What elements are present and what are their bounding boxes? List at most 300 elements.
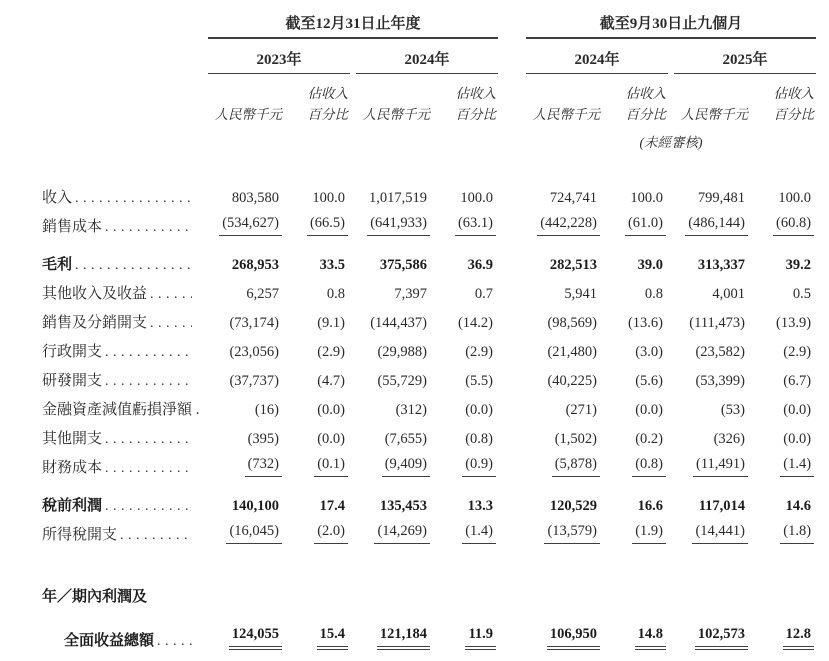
- value-cell: [208, 364, 284, 393]
- value-cell: [526, 364, 602, 393]
- value: (23,056): [229, 343, 279, 360]
- value-cell: [674, 480, 750, 518]
- value-cell: [526, 181, 602, 210]
- value-cell: [608, 306, 668, 335]
- value: (271): [565, 401, 598, 418]
- value-cell: [208, 518, 284, 547]
- blank-cell: [208, 128, 498, 181]
- value: (9.1): [317, 314, 345, 331]
- dot-leader: [120, 527, 192, 544]
- value-cell: [208, 451, 284, 480]
- stub-blank: [42, 39, 202, 74]
- column-label-percent: 佔收入 百分比: [455, 86, 497, 122]
- value-cell: [290, 518, 350, 547]
- row-label-cell: [42, 239, 202, 277]
- year-header-9m-2025: 2025年: [674, 39, 816, 74]
- value-cell: [756, 364, 816, 393]
- value: (2.9): [317, 343, 345, 360]
- value: (1.8): [780, 523, 814, 544]
- value-cell: [438, 239, 498, 277]
- section-gap: [504, 10, 520, 39]
- value-cell: [356, 451, 432, 480]
- value: 135,453: [379, 497, 427, 514]
- value: (0.0): [465, 401, 494, 418]
- value: (9,409): [382, 456, 430, 477]
- row-label: 研發開支: [42, 372, 103, 389]
- value: (442,228): [537, 215, 600, 236]
- value: (61.0): [625, 215, 666, 236]
- section-gap: [504, 609, 520, 653]
- value: 120,529: [549, 497, 598, 514]
- dot-leader: [75, 257, 192, 274]
- value-cell: [526, 393, 602, 422]
- value: 140,100: [231, 497, 279, 514]
- row-label-cell: [42, 210, 202, 239]
- value: (1,502): [554, 430, 598, 447]
- value: (0.0): [317, 401, 345, 418]
- section-gap: [504, 451, 520, 480]
- value-cell: [608, 239, 668, 277]
- value-cell: [438, 306, 498, 335]
- value: (1.4): [780, 456, 814, 477]
- value: (0.8): [465, 430, 494, 447]
- value-cell: [290, 306, 350, 335]
- value: (53): [720, 401, 746, 418]
- value-cell: [756, 306, 816, 335]
- value: 4,001: [712, 285, 746, 302]
- value-cell: [356, 239, 432, 277]
- value: (40,225): [547, 372, 598, 389]
- value-cell: [208, 210, 284, 239]
- value: (5.6): [635, 372, 664, 389]
- row-label-cell: [42, 422, 202, 451]
- value: (21,480): [547, 343, 598, 360]
- value: (486,144): [685, 215, 748, 236]
- income-statement-table: [36, 10, 822, 653]
- value: 268,953: [231, 256, 279, 273]
- value-cell: [208, 609, 284, 653]
- value: (0.0): [317, 430, 345, 447]
- value: (16,045): [226, 523, 282, 544]
- value: 6,257: [246, 285, 279, 302]
- table-row: [42, 364, 816, 393]
- value-cell: [674, 210, 750, 239]
- value-cell: [608, 422, 668, 451]
- value-cell: [526, 451, 602, 480]
- value-cell: [290, 181, 350, 210]
- value-cell: [356, 609, 432, 653]
- value-cell: [208, 181, 284, 210]
- value-cell: [674, 239, 750, 277]
- value-cell: [208, 335, 284, 364]
- dot-leader: [105, 460, 192, 477]
- value: 375,586: [379, 256, 427, 273]
- value-cell: [208, 422, 284, 451]
- value: (641,933): [367, 215, 430, 236]
- column-label-amount: 人民幣千元: [362, 106, 430, 122]
- table-body: [42, 181, 816, 653]
- value-cell: [608, 335, 668, 364]
- value: (312): [395, 401, 427, 418]
- section-gap: [504, 306, 520, 335]
- row-label: 所得稅開支: [42, 526, 118, 543]
- column-label-percent: 佔收入 百分比: [773, 86, 815, 122]
- value-cell: [356, 480, 432, 518]
- value-cell: [674, 181, 750, 210]
- value: 124,055: [229, 626, 282, 650]
- value-cell: [290, 210, 350, 239]
- value: (111,473): [689, 314, 746, 331]
- row-label-cell: [42, 335, 202, 364]
- value: 16.6: [637, 497, 664, 514]
- dot-leader: [105, 219, 192, 236]
- value-cell: [526, 335, 602, 364]
- table-row: [42, 480, 816, 518]
- row-label: 銷售及分銷開支: [42, 314, 148, 331]
- table-row: [42, 239, 816, 277]
- value: (1.4): [462, 523, 496, 544]
- table-row: [42, 518, 816, 547]
- value-cell: [290, 422, 350, 451]
- value-cell: [208, 393, 284, 422]
- row-label: 其他開支: [42, 430, 103, 447]
- value: (144,437): [370, 314, 427, 331]
- value: 117,014: [698, 497, 746, 514]
- value: (60.8): [773, 215, 814, 236]
- section-gap: [504, 239, 520, 277]
- value-cell: [356, 364, 432, 393]
- value: 7,397: [394, 285, 427, 302]
- value-cell: [208, 277, 284, 306]
- value: 39.2: [785, 256, 812, 273]
- value-cell: [674, 393, 750, 422]
- value: (37,737): [229, 372, 279, 389]
- table-row: [42, 422, 816, 451]
- value-cell: [674, 335, 750, 364]
- row-label: 金融資產減值虧損淨額 .: [42, 401, 200, 418]
- value-cell: [756, 277, 816, 306]
- value: (14.2): [457, 314, 494, 331]
- value-cell: [526, 518, 602, 547]
- value-cell: [438, 181, 498, 210]
- value-cell: [438, 393, 498, 422]
- value-cell: [608, 518, 668, 547]
- value-cell: [290, 393, 350, 422]
- value: 12.8: [783, 626, 814, 650]
- row-label-cell: [42, 393, 202, 422]
- value-cell: [608, 277, 668, 306]
- stub-blank: [42, 74, 202, 128]
- value-cell: [526, 277, 602, 306]
- value-cell: [608, 451, 668, 480]
- value: (0.9): [462, 456, 496, 477]
- unaudited-note-row: [42, 128, 816, 181]
- value: (395): [247, 430, 279, 447]
- dot-leader: [150, 286, 192, 303]
- value: (13.9): [775, 314, 812, 331]
- period-section-row: [42, 10, 816, 39]
- value: 0.8: [326, 285, 345, 302]
- value-cell: [674, 422, 750, 451]
- value: (2.9): [465, 343, 494, 360]
- value: 100.0: [778, 189, 812, 206]
- row-label: 行政開支: [42, 343, 103, 360]
- value: 15.4: [317, 626, 348, 650]
- table-row: [42, 609, 816, 653]
- value-cell: [290, 277, 350, 306]
- value: (5,878): [552, 456, 600, 477]
- value-cell: [608, 364, 668, 393]
- value: 803,580: [231, 189, 279, 206]
- value: 33.5: [319, 256, 345, 273]
- value-cell: [356, 210, 432, 239]
- value-cell: [208, 306, 284, 335]
- value-cell: [438, 210, 498, 239]
- section-gap: [504, 335, 520, 364]
- section-gap: [504, 39, 520, 74]
- table-row: [42, 393, 816, 422]
- value: 0.7: [474, 285, 494, 302]
- value-cell: [438, 451, 498, 480]
- section-gap: [504, 480, 520, 518]
- value: (2.9): [783, 343, 812, 360]
- section-gap: [504, 393, 520, 422]
- section-gap: [504, 210, 520, 239]
- value: (55,729): [377, 372, 427, 389]
- value-cell: [526, 306, 602, 335]
- value-cell: [438, 422, 498, 451]
- value: 14.6: [785, 497, 812, 514]
- value: 5,941: [564, 285, 598, 302]
- value: 102,573: [695, 626, 748, 650]
- row-label: 全面收益總額: [64, 632, 155, 649]
- row-label: 銷售成本: [42, 218, 103, 235]
- section-title-nine-months: 截至9月30日止九個月: [526, 10, 816, 39]
- row-label-cell: [42, 518, 202, 547]
- value: (23,582): [695, 343, 746, 360]
- year-row: [42, 39, 816, 74]
- column-label-amount: 人民幣千元: [532, 106, 601, 122]
- value-cell: [526, 480, 602, 518]
- value: 106,950: [547, 626, 600, 650]
- value-cell: [356, 393, 432, 422]
- row-label-cell: [42, 451, 202, 480]
- value: (5.5): [465, 372, 494, 389]
- value: (6.7): [783, 372, 812, 389]
- value-cell: [756, 335, 816, 364]
- value-cell: [674, 609, 750, 653]
- value-cell: [756, 609, 816, 653]
- section-gap: [504, 74, 520, 128]
- year-header-2023: 2023年: [208, 39, 350, 74]
- value-cell: [526, 239, 602, 277]
- value: (13,579): [544, 523, 600, 544]
- value: (29,988): [377, 343, 427, 360]
- value-cell: [756, 422, 816, 451]
- row-label-cell: [42, 547, 202, 609]
- value: 36.9: [467, 256, 494, 273]
- value-cell: [674, 451, 750, 480]
- value: (63.1): [455, 215, 496, 236]
- value: 17.4: [319, 497, 345, 514]
- stub-blank: [42, 10, 202, 39]
- unaudited-note: (未經審核): [639, 134, 703, 150]
- value: (0.0): [783, 401, 812, 418]
- value-cell: [438, 518, 498, 547]
- dot-leader: [105, 498, 192, 515]
- value: (2.0): [314, 523, 348, 544]
- section-gap: [504, 364, 520, 393]
- value-cell: [608, 210, 668, 239]
- row-label: 收入: [42, 189, 73, 206]
- section-gap: [504, 181, 520, 210]
- value-cell: [290, 239, 350, 277]
- value: 799,481: [697, 189, 746, 206]
- value: 14.8: [635, 626, 666, 650]
- column-label-row: [42, 74, 816, 128]
- year-header-2024: 2024年: [356, 39, 498, 74]
- row-label: 財務成本: [42, 459, 103, 476]
- column-label-percent: 佔收入 百分比: [307, 86, 348, 122]
- table-row: [42, 451, 816, 480]
- value: (3.0): [635, 343, 664, 360]
- value-cell: [756, 181, 816, 210]
- value: 0.5: [792, 285, 812, 302]
- value-cell: [756, 480, 816, 518]
- section-gap: [504, 518, 520, 547]
- dot-leader: [105, 431, 192, 448]
- value-cell: [290, 364, 350, 393]
- value: (0.0): [635, 401, 664, 418]
- value: (0.2): [635, 430, 664, 447]
- value: (13.6): [627, 314, 664, 331]
- value: 313,337: [697, 256, 746, 273]
- value-cell: [356, 306, 432, 335]
- section-gap: [504, 422, 520, 451]
- value-cell: [290, 609, 350, 653]
- value-cell: [438, 609, 498, 653]
- column-label-amount: 人民幣千元: [680, 106, 749, 122]
- table-row: [42, 210, 816, 239]
- value-cell: [356, 277, 432, 306]
- value-cell: [290, 451, 350, 480]
- value-cell: [608, 181, 668, 210]
- value-cell: [756, 451, 816, 480]
- value: (14,269): [374, 523, 430, 544]
- value-cell: [356, 181, 432, 210]
- value: (326): [713, 430, 746, 447]
- value: 100.0: [460, 189, 494, 206]
- value-cell: [356, 335, 432, 364]
- row-label-cell: [42, 306, 202, 335]
- table-header: [42, 10, 816, 181]
- value: (732): [245, 456, 282, 477]
- value: 11.9: [465, 626, 496, 650]
- value-cell: [526, 422, 602, 451]
- row-label: 毛利: [42, 256, 73, 273]
- value-cell: [526, 609, 602, 653]
- value: (0.0): [783, 430, 812, 447]
- value-cell: [608, 393, 668, 422]
- value: (53,399): [695, 372, 746, 389]
- stub-blank: [42, 128, 202, 181]
- value: 13.3: [467, 497, 494, 514]
- value-cell: [208, 239, 284, 277]
- value: (534,627): [219, 215, 282, 236]
- value: (14,441): [692, 523, 748, 544]
- dot-leader: [105, 373, 192, 390]
- value: 100.0: [630, 189, 664, 206]
- section-gap: [504, 128, 520, 181]
- table-row: [42, 306, 816, 335]
- value: 282,513: [549, 256, 598, 273]
- value-cell: [356, 422, 432, 451]
- section-gap: [504, 277, 520, 306]
- row-label: 其他收入及收益: [42, 285, 148, 302]
- value: (7,655): [384, 430, 427, 447]
- table-row: [42, 547, 816, 609]
- table-row: [42, 181, 816, 210]
- section-title-annual: 截至12月31日止年度: [208, 10, 498, 39]
- value-cell: [290, 335, 350, 364]
- row-label: 稅前利潤: [42, 497, 103, 514]
- value-cell: [674, 306, 750, 335]
- value-cell: [438, 364, 498, 393]
- row-label-cell: [42, 181, 202, 210]
- value-cell: [208, 480, 284, 518]
- value-cell: [756, 239, 816, 277]
- value: (1.9): [632, 523, 666, 544]
- column-label-amount: 人民幣千元: [214, 106, 282, 122]
- value: 724,741: [549, 189, 598, 206]
- dot-leader: [157, 633, 192, 650]
- value: (73,174): [229, 314, 279, 331]
- value-cell: [756, 393, 816, 422]
- value: 1,017,519: [369, 189, 427, 206]
- value: (0.1): [314, 456, 348, 477]
- value-cell: [756, 518, 816, 547]
- value-cell: [438, 277, 498, 306]
- year-header-9m-2024: 2024年: [526, 39, 668, 74]
- value: (0.8): [632, 456, 666, 477]
- value-cell: [674, 364, 750, 393]
- value: (16): [254, 401, 279, 418]
- row-label-cell: [42, 277, 202, 306]
- blank-cell: [208, 547, 816, 609]
- value: 0.8: [644, 285, 664, 302]
- value: (11,491): [693, 456, 748, 477]
- table-row: [42, 335, 816, 364]
- row-label-cell: [42, 364, 202, 393]
- dot-leader: [75, 190, 192, 207]
- value: (98,569): [547, 314, 598, 331]
- value: 100.0: [312, 189, 345, 206]
- value-cell: [356, 518, 432, 547]
- value-cell: [608, 609, 668, 653]
- value-cell: [608, 480, 668, 518]
- value: 121,184: [377, 626, 430, 650]
- dot-leader: [150, 315, 192, 332]
- value-cell: [290, 480, 350, 518]
- row-label-cell: [42, 480, 202, 518]
- row-label-cell: [42, 609, 202, 653]
- table-row: [42, 277, 816, 306]
- value-cell: [438, 335, 498, 364]
- value: (66.5): [307, 215, 348, 236]
- value-cell: [674, 277, 750, 306]
- value-cell: [438, 480, 498, 518]
- value-cell: [756, 210, 816, 239]
